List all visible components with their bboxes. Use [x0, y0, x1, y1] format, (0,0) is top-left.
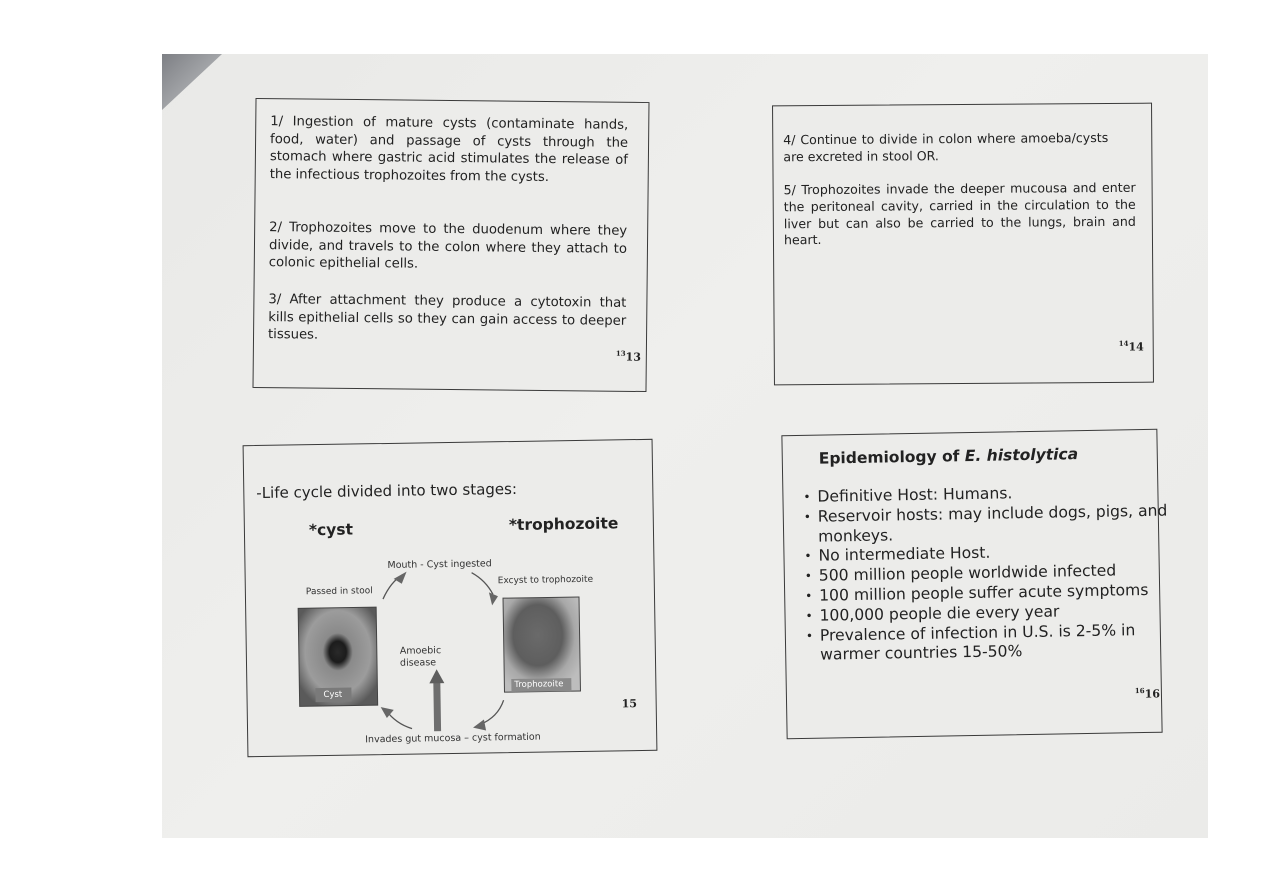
epi-item: • 500 million people worldwide infected: [809, 561, 1169, 587]
arrow-head-mucosa-icon: [473, 719, 486, 730]
epi-item: • 100,000 people die every year: [809, 600, 1169, 626]
cycle-step-mouth: Mouth - Cyst ingested: [387, 558, 492, 571]
epidemiology-list: [793, 482, 1170, 667]
disease-arrow-up-icon: [429, 669, 444, 683]
cycle-step-stool: Passed in stool: [305, 586, 373, 598]
epi-item: • Prevalence of infection in U.S. is 2-5% in warmer countries 15-50%: [810, 620, 1171, 666]
slide-15-intro: -Life cycle divided into two stages:: [256, 479, 518, 503]
disease-arrow-shaft: [433, 681, 441, 731]
epi-item: • Reservoir hosts: may include dogs, pigs, and monkeys.: [808, 501, 1169, 547]
trophozoite-photo: [503, 597, 580, 692]
epi-item: • No intermediate Host.: [808, 541, 1168, 567]
slide-16-title: Epidemiology of E. histolytica: [818, 445, 1079, 468]
cycle-center-line2: disease: [399, 657, 437, 669]
stage-trophozoite-label: *trophozoite: [508, 514, 619, 535]
cycle-step-excyst: Excyst to trophozoite: [497, 574, 594, 587]
slide-15: [243, 439, 658, 757]
slide-14-step-4: 4/ Continue to divide in colon where amoeba/cysts are excreted in stool OR.: [783, 129, 1109, 165]
epi-item: • Definitive Host: Humans.: [807, 482, 1167, 508]
arrow-head-mouth-icon: [394, 572, 407, 584]
stage-cyst-label: *cyst: [308, 520, 354, 540]
slide-13-step-1: 1/ Ingestion of mature cysts (contaminate hands, food, water) and passage of cysts through the stomach where gastric acid stimulates the release of the infectious trophozoites from the cysts.: [269, 114, 629, 185]
cycle-step-invades: Invades gut mucosa – cyst formation: [365, 731, 541, 746]
slide-14-page-number: $^{14}$14: [1118, 338, 1144, 354]
slide-13: [252, 98, 649, 392]
slide-14: [772, 103, 1154, 386]
cyst-photo-label: Cyst: [323, 689, 343, 700]
epi-item: • 100 million people suffer acute symptoms: [809, 581, 1169, 607]
arrow-mouth-to-excyst: [472, 572, 493, 594]
slide-15-page-number: 15: [621, 697, 638, 711]
slide-13-step-3: 3/ After attachment they produce a cytotoxin that kills epithelial cells so they can gain access to deeper tissues.: [267, 292, 627, 343]
slide-13-page-number: $^{13}$13: [615, 348, 641, 364]
slide-14-step-5: 5/ Trophozoites invade the deeper mucousa and enter the peritoneal cavity, carried in the circulation to the liver but can also be carried to the lungs, brain and heart.: [783, 179, 1136, 248]
trophozoite-photo-label: Trophozoite: [514, 679, 564, 690]
life-cycle-diagram: [244, 440, 659, 758]
slide-16-page-number: $^{16}$16: [1134, 686, 1161, 701]
arrow-head-excyst-icon: [489, 592, 498, 605]
cycle-center-line1: Amoebic: [399, 645, 442, 657]
slide-13-step-2: 2/ Trophozoites move to the duodenum where they divide, and travels to the colon where they attach to colonic epithelial cells.: [268, 220, 628, 272]
slide-16: [781, 429, 1168, 740]
